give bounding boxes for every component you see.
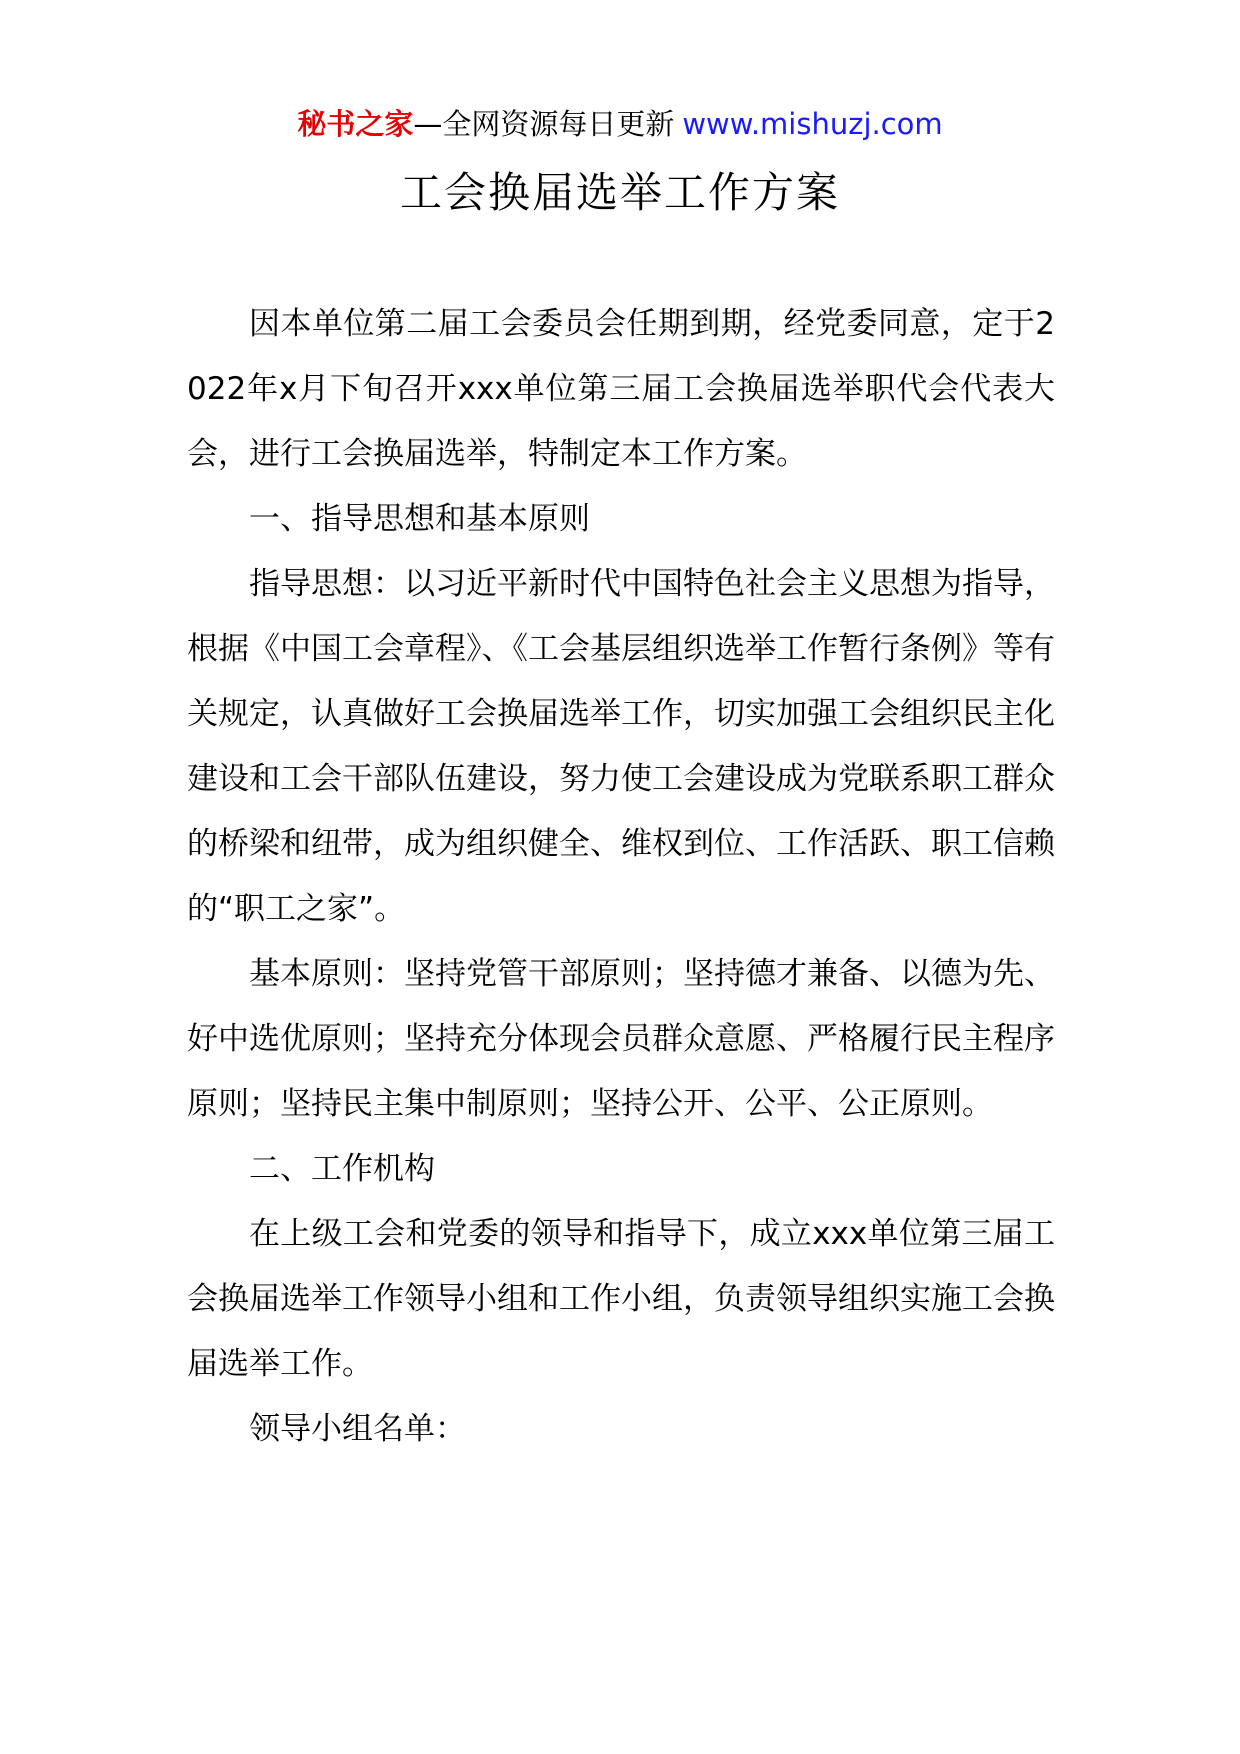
working-body-paragraph: 在上级工会和党委的领导和指导下，成立xxx单位第三届工会换届选举工作领导小组和工作小组，负责领导组织实施工会换届选举工作。 (187, 1216, 1055, 1382)
intro-paragraph: 因本单位第二届工会委员会任期到期，经党委同意，定于2022年x月下旬召开xxx单位第三届工会换届选举职代会代表大会，进行工会换届选举，特制定本工作方案。 (187, 306, 1055, 472)
section-heading-guiding-principles: 一、指导思想和基本原则 (249, 501, 590, 537)
document-title: 工会换届选举工作方案 (399, 168, 840, 217)
header-slogan: —全网资源每日更新 (413, 107, 675, 141)
site-url-link[interactable]: www.mishuzj.com (682, 107, 943, 141)
brand-name: 秘书之家 (297, 107, 414, 141)
basic-principles-paragraph: 基本原则：坚持党管干部原则；坚持德才兼备、以德为先、好中选优原则；坚持充分体现会员群众意愿、严格履行民主程序原则；坚持民主集中制原则；坚持公开、公平、公正原则。 (187, 956, 1055, 1122)
guiding-thought-paragraph: 指导思想：以习近平新时代中国特色社会主义思想为指导，根据《中国工会章程》、《工会基层组织选举工作暂行条例》等有关规定，认真做好工会换届选举工作，切实加强工会组织民主化建设和工会干部队伍建设，努力使工会建设成为党联系职工群众的桥梁和纽带，成为组织健全、维权到位、工作活跃、职工信赖的“职工之家”。 (187, 566, 1055, 927)
site-header (0, 104, 1240, 144)
leadership-group-list-label: 领导小组名单： (249, 1411, 466, 1447)
section-heading-working-body: 二、工作机构 (249, 1151, 435, 1187)
document-body (187, 292, 1055, 1462)
